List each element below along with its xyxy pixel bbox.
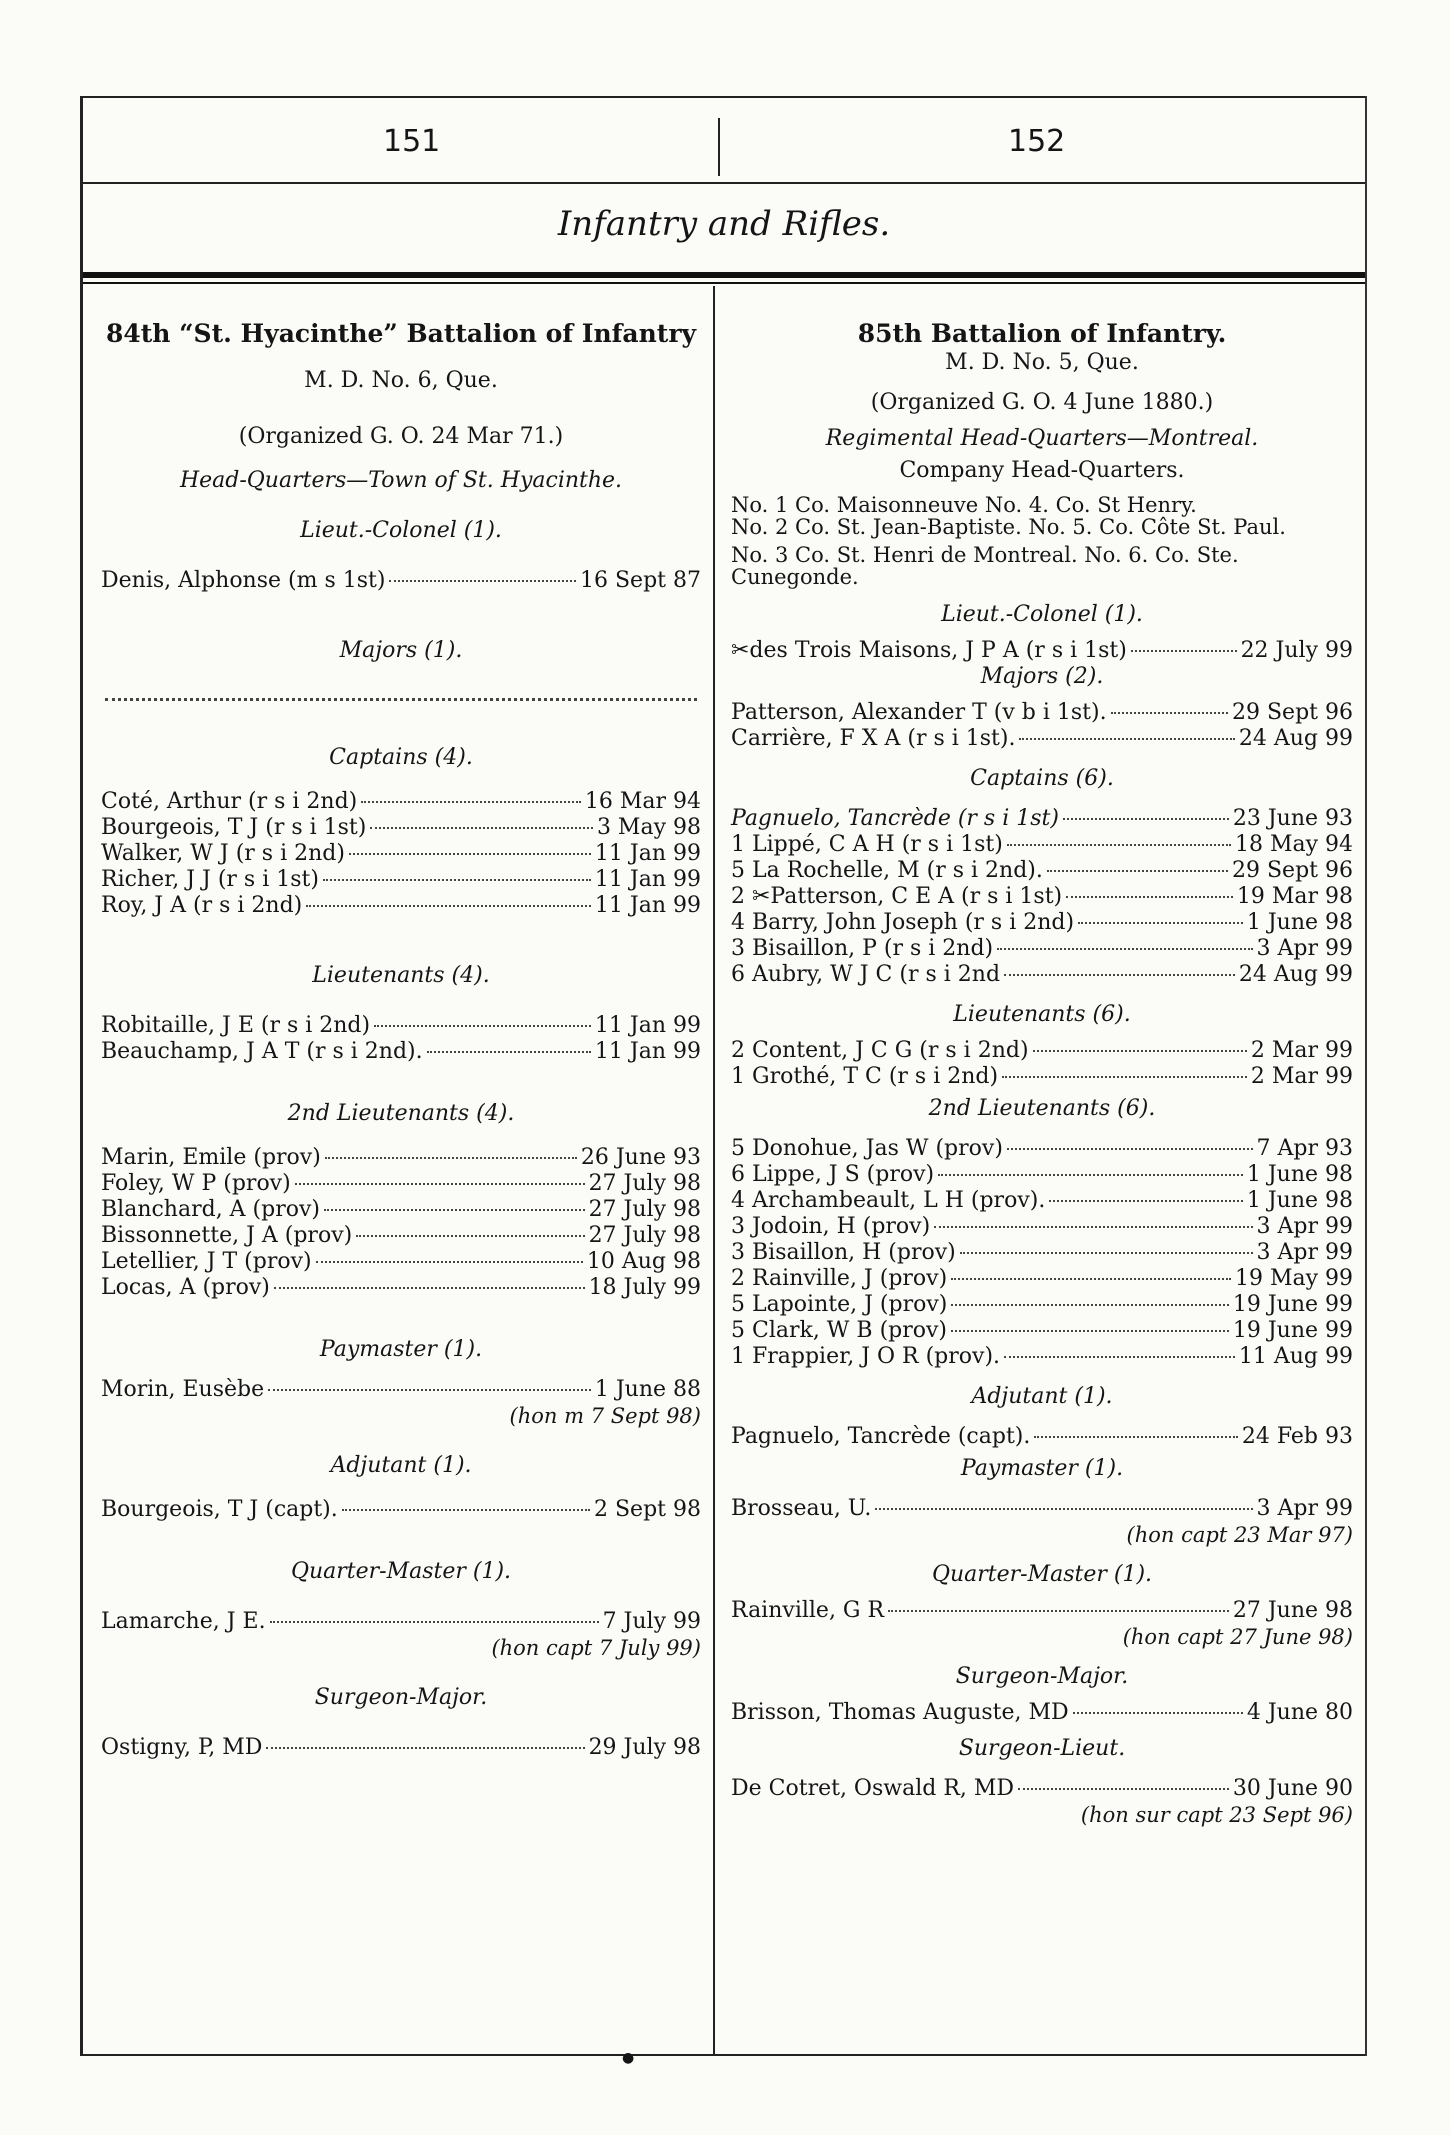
page-frame bbox=[80, 96, 1367, 2056]
surgeon-lieut-heading: Surgeon-Lieut. bbox=[958, 1736, 1126, 1761]
section-title: Infantry and Rifles. bbox=[557, 204, 891, 244]
list-item: Pagnuelo, Tancrède (r s i 1st) 23 June 93 bbox=[731, 806, 1353, 831]
list-item: Brosseau, U. 3 Apr 99 bbox=[731, 1496, 1353, 1521]
unit-title-84th: 84th “St. Hyacinthe” Battalion of Infantry bbox=[105, 319, 697, 348]
list-item: 4 Barry, John Joseph (r s i 2nd) 1 June 98 bbox=[731, 910, 1353, 935]
thin-rule bbox=[83, 282, 1365, 284]
list-item: Brisson, Thomas Auguste, MD 4 June 80 bbox=[731, 1700, 1353, 1725]
list-item: 5 Clark, W B (prov) 19 June 99 bbox=[731, 1318, 1353, 1343]
list-item: De Cotret, Oswald R, MD 30 June 90 bbox=[731, 1776, 1353, 1801]
quartermaster-note: (hon capt 7 July 99) bbox=[491, 1636, 701, 1660]
list-item: 6 Lippe, J S (prov) 1 June 98 bbox=[731, 1162, 1353, 1187]
unit-title-85th: 85th Battalion of Infantry. bbox=[857, 319, 1227, 348]
captains-heading: Captains (6). bbox=[970, 766, 1114, 791]
list-item: Robitaille, J E (r s i 2nd) 11 Jan 99 bbox=[101, 1013, 701, 1038]
paymaster-note: (hon m 7 Sept 98) bbox=[509, 1404, 701, 1428]
list-item: Locas, A (prov) 18 July 99 bbox=[101, 1275, 701, 1300]
list-item: Bourgeois, T J (r s i 1st) 3 May 98 bbox=[101, 815, 701, 840]
company-line: No. 2 Co. St. Jean-Baptiste. No. 5. Co. Côte St. Paul. bbox=[731, 515, 1286, 539]
header-rule bbox=[83, 182, 1365, 184]
page-number-divider bbox=[718, 118, 720, 176]
list-item: Roy, J A (r s i 2nd) 11 Jan 99 bbox=[101, 893, 701, 918]
top-rule bbox=[83, 96, 1365, 98]
regimental-head-quarters: Regimental Head-Quarters—Montreal. bbox=[825, 426, 1259, 451]
paymaster-heading: Paymaster (1). bbox=[960, 1456, 1124, 1481]
surgeon-major-heading: Surgeon-Major. bbox=[955, 1664, 1129, 1689]
list-item: 1 Frappier, J O R (prov). 11 Aug 99 bbox=[731, 1344, 1353, 1369]
lieut-colonel-heading: Lieut.-Colonel (1). bbox=[300, 518, 502, 543]
list-item: 1 Lippé, C A H (r s i 1st) 18 May 94 bbox=[731, 832, 1353, 857]
majors-heading: Majors (1). bbox=[339, 638, 463, 663]
list-item: Morin, Eusèbe 1 June 88 bbox=[101, 1377, 701, 1402]
lieutenants-heading: Lieutenants (4). bbox=[312, 963, 490, 988]
list-item: Carrière, F X A (r s i 1st). 24 Aug 99 bbox=[731, 726, 1353, 751]
list-item: Rainville, G R 27 June 98 bbox=[731, 1598, 1353, 1623]
bottom-dot: ● bbox=[622, 2050, 635, 2066]
head-quarters: Head-Quarters—Town of St. Hyacinthe. bbox=[179, 468, 623, 493]
military-district: M. D. No. 5, Que. bbox=[945, 350, 1139, 375]
list-item: 5 La Rochelle, M (r s i 2nd). 29 Sept 96 bbox=[731, 858, 1353, 883]
captains-heading: Captains (4). bbox=[329, 745, 473, 770]
list-item: 6 Aubry, W J C (r s i 2nd 24 Aug 99 bbox=[731, 962, 1353, 987]
list-item: Coté, Arthur (r s i 2nd) 16 Mar 94 bbox=[101, 789, 701, 814]
list-item: Blanchard, A (prov) 27 July 98 bbox=[101, 1197, 701, 1222]
organized-note: (Organized G. O. 24 Mar 71.) bbox=[238, 424, 564, 449]
surgeon-major-heading: Surgeon-Major. bbox=[314, 1685, 488, 1710]
list-item: 5 Lapointe, J (prov) 19 June 99 bbox=[731, 1292, 1353, 1317]
list-item: Beauchamp, J A T (r s i 2nd). 11 Jan 99 bbox=[101, 1039, 701, 1064]
vacant-major-line bbox=[105, 688, 697, 701]
list-item: Lamarche, J E. 7 July 99 bbox=[101, 1609, 701, 1634]
list-item: Ostigny, P, MD 29 July 98 bbox=[101, 1735, 701, 1760]
list-item: 3 Jodoin, H (prov) 3 Apr 99 bbox=[731, 1214, 1353, 1239]
lieut-colonel-heading: Lieut.-Colonel (1). bbox=[941, 602, 1143, 627]
list-item: Bissonnette, J A (prov) 27 July 98 bbox=[101, 1223, 701, 1248]
list-item: Walker, W J (r s i 2nd) 11 Jan 99 bbox=[101, 841, 701, 866]
organized-note: (Organized G. O. 4 June 1880.) bbox=[870, 390, 1214, 415]
list-item: Letellier, J T (prov) 10 Aug 98 bbox=[101, 1249, 701, 1274]
list-item: Denis, Alphonse (m s 1st) 16 Sept 87 bbox=[101, 568, 701, 593]
bottom-rule bbox=[83, 2054, 1365, 2056]
column-divider bbox=[713, 286, 715, 2056]
quartermaster-heading: Quarter-Master (1). bbox=[290, 1559, 512, 1584]
list-item: Marin, Emile (prov) 26 June 93 bbox=[101, 1145, 701, 1170]
company-line: No. 1 Co. Maisonneuve No. 4. Co. St Henry. bbox=[731, 493, 1197, 517]
second-lieutenants-heading: 2nd Lieutenants (6). bbox=[928, 1096, 1156, 1121]
list-item: 2 Content, J C G (r s i 2nd) 2 Mar 99 bbox=[731, 1038, 1353, 1063]
left-column bbox=[101, 318, 701, 1761]
list-item: 1 Grothé, T C (r s i 2nd) 2 Mar 99 bbox=[731, 1064, 1353, 1089]
page-number-left: 151 bbox=[383, 124, 441, 159]
thick-rule bbox=[83, 272, 1365, 278]
list-item: Pagnuelo, Tancrède (capt). 24 Feb 93 bbox=[731, 1424, 1353, 1449]
company-head-quarters-heading: Company Head-Quarters. bbox=[899, 458, 1185, 483]
paymaster-heading: Paymaster (1). bbox=[319, 1337, 483, 1362]
surgeon-lieut-note: (hon sur capt 23 Sept 96) bbox=[1080, 1803, 1353, 1827]
list-item: 5 Donohue, Jas W (prov) 7 Apr 93 bbox=[731, 1136, 1353, 1161]
second-lieutenants-heading: 2nd Lieutenants (4). bbox=[287, 1101, 515, 1126]
list-item: Foley, W P (prov) 27 July 98 bbox=[101, 1171, 701, 1196]
company-line: No. 3 Co. St. Henri de Montreal. No. 6. Co. Ste. Cunegonde. bbox=[731, 543, 1239, 589]
military-district: M. D. No. 6, Que. bbox=[304, 368, 498, 393]
list-item: 3 Bisaillon, H (prov) 3 Apr 99 bbox=[731, 1240, 1353, 1265]
page-number-bar bbox=[83, 114, 1365, 174]
adjutant-heading: Adjutant (1). bbox=[971, 1384, 1113, 1409]
page-number-right: 152 bbox=[1008, 124, 1066, 159]
quartermaster-note: (hon capt 27 June 98) bbox=[1122, 1625, 1353, 1649]
majors-heading: Majors (2). bbox=[980, 664, 1104, 689]
list-item: 4 Archambeault, L H (prov). 1 June 98 bbox=[731, 1188, 1353, 1213]
list-item: Patterson, Alexander T (v b i 1st). 29 Sept 96 bbox=[731, 700, 1353, 725]
quartermaster-heading: Quarter-Master (1). bbox=[931, 1562, 1153, 1587]
right-column bbox=[731, 318, 1353, 1828]
list-item: Richer, J J (r s i 1st) 11 Jan 99 bbox=[101, 867, 701, 892]
list-item: ✂des Trois Maisons, J P A (r s i 1st) 22 July 99 bbox=[731, 638, 1353, 663]
list-item: 2 ✂Patterson, C E A (r s i 1st) 19 Mar 98 bbox=[731, 884, 1353, 909]
list-item: 3 Bisaillon, P (r s i 2nd) 3 Apr 99 bbox=[731, 936, 1353, 961]
list-item: Bourgeois, T J (capt). 2 Sept 98 bbox=[101, 1497, 701, 1522]
lieutenants-heading: Lieutenants (6). bbox=[953, 1002, 1131, 1027]
list-item: 2 Rainville, J (prov) 19 May 99 bbox=[731, 1266, 1353, 1291]
adjutant-heading: Adjutant (1). bbox=[330, 1453, 472, 1478]
paymaster-note: (hon capt 23 Mar 97) bbox=[1126, 1523, 1353, 1547]
